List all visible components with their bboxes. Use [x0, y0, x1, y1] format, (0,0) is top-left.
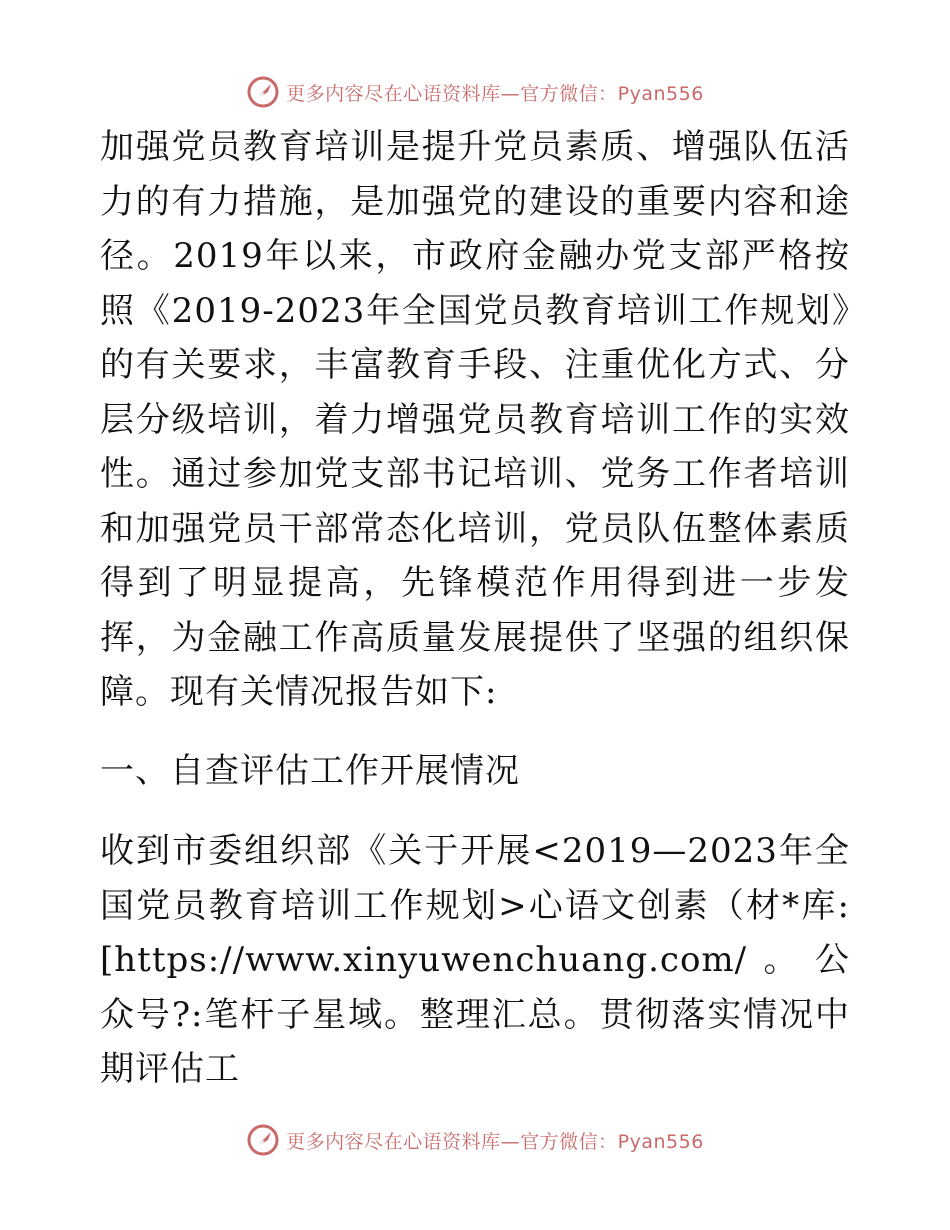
watermark-text: 更多内容尽在心语资料库—官方微信：Pyan556	[286, 82, 704, 105]
footer-watermark	[0, 1120, 950, 1160]
watermark-text: 更多内容尽在心语资料库—官方微信：Pyan556	[286, 1130, 704, 1153]
paragraph-intro: 加强党员教育培训是提升党员素质、增强队伍活力的有力措施，是加强党的建设的重要内容和途径。2019年以来，市政府金融办党支部严格按照《2019-2023年全国党员教育培训工作规划》的有关要求，丰富教育手段、注重优化方式、分层分级培训，着力增强党员教育培训工作的实效性。通过参加党支部书记培训、党务工作者培训和加强党员干部常态化培训，党员队伍整体素质得到了明显提高，先锋模范作用得到进一步发挥，为金融工作高质量发展提供了坚强的组织保障。现有关情况报告如下:	[100, 127, 850, 712]
header-watermark	[0, 72, 950, 112]
feather-pen-logo	[246, 1123, 280, 1157]
section-heading: 一、自查评估工作开展情况	[100, 750, 520, 791]
paragraph-section-one: 收到市委组织部《关于开展<2019—2023年全国党员教育培训工作规划>心语文创素（材*库:[https://www.xinyuwenchuang.com/。公众号?:笔杆子星域。整理汇总。贯彻落实情况中期评估工	[100, 831, 850, 1089]
document-body	[100, 120, 850, 1097]
feather-pen-logo	[246, 75, 280, 109]
